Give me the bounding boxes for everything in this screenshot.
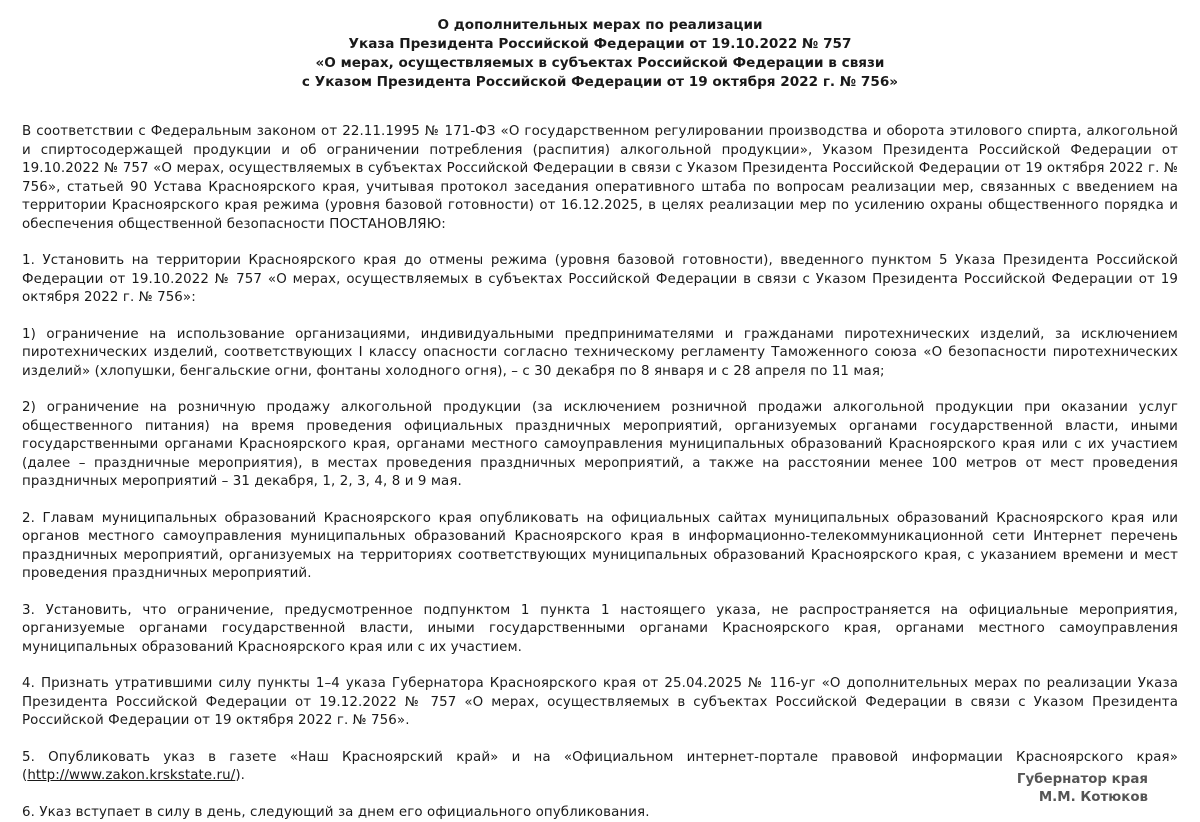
item-3-paragraph: 3. Установить, что ограничение, предусмотренное подпунктом 1 пункта 1 настоящего указа, не распространяется на официальные мероприятия, организуемые органами государственной власти, иными государственными органами Красноярского края, органами местного самоуправления муниципальных образований Красноярского края или с их участием.: [22, 602, 1178, 658]
title-line-4: с Указом Президента Российской Федерации от 19 октября 2022 г. № 756»: [22, 73, 1178, 92]
legal-portal-link[interactable]: http://www.zakon.krskstate.ru/: [27, 768, 235, 783]
signature-block: [1017, 771, 1148, 807]
document-title: [22, 16, 1178, 92]
document-body: [22, 123, 1178, 822]
signature-position: Губернатор края: [1017, 771, 1148, 789]
title-line-3: «О мерах, осуществляемых в субъектах Российской Федерации в связи: [22, 54, 1178, 73]
signature-name: М.М. Котюков: [1017, 789, 1148, 807]
item-1-paragraph: 1. Установить на территории Красноярского края до отмены режима (уровня базовой готовности), введенного пунктом 5 Указа Президента Российской Федерации от 19.10.2022 № 757 «О мерах, осуществляемых в субъектах Российской Федерации в связи с Указом Президента Российской Федерации от 19 октября 2022 г. № 756»:: [22, 252, 1178, 308]
item-5-tail: ).: [235, 768, 245, 783]
item-2-paragraph: 2. Главам муниципальных образований Красноярского края опубликовать на официальных сайтах муниципальных образований Красноярского края или органов местного самоуправления муниципальных образований Красноярского края в информационно-телекоммуникационной сети Интернет перечень праздничных мероприятий, организуемых на территориях соответствующих муниципальных образований Красноярского края, с указанием времени и мест проведения праздничных мероприятий.: [22, 510, 1178, 584]
item-6-paragraph: 6. Указ вступает в силу в день, следующий за днем его официального опубликования.: [22, 804, 1178, 822]
decree-document: [22, 16, 1178, 822]
title-line-2: Указа Президента Российской Федерации от 19.10.2022 № 757: [22, 35, 1178, 54]
item-5-paragraph: [22, 749, 1178, 786]
item-5-text: 5. Опубликовать указ в газете «Наш Красноярский край» и на «Официальном интернет-портале правовой информации Красноярского края» (: [22, 750, 1178, 784]
item-1-subitem-1-paragraph: 1) ограничение на использование организациями, индивидуальными предпринимателями и гражданами пиротехнических изделий, за исключением пиротехнических изделий, соответствующих I классу опасности согласно техническому регламенту Таможенного союза «О безопасности пиротехнических изделий» (хлопушки, бенгальские огни, фонтаны холодного огня), – с 30 декабря по 8 января и с 28 апреля по 11 мая;: [22, 326, 1178, 382]
preamble-paragraph: В соответствии с Федеральным законом от 22.11.1995 № 171-ФЗ «О государственном регулировании производства и оборота этилового спирта, алкогольной и спиртосодержащей продукции и об ограничении потребления (распития) алкогольной продукции», Указом Президента Российской Федерации от 19.10.2022 № 757 «О мерах, осуществляемых в субъектах Российской Федерации в связи с Указом Президента Российской Федерации от 19 октября 2022 г. № 756», статьей 90 Устава Красноярского края, учитывая протокол заседания оперативного штаба по вопросам реализации мер, связанных с введением на территории Красноярского края режима (уровня базовой готовности) от 16.12.2025, в целях реализации мер по усилению охраны общественного порядка и обеспечения общественной безопасности ПОСТАНОВЛЯЮ:: [22, 123, 1178, 234]
item-4-paragraph: 4. Признать утратившими силу пункты 1–4 указа Губернатора Красноярского края от 25.04.2025 № 116-уг «О дополнительных мерах по реализации Указа Президента Российской Федерации от 19.12.2022 № 757 «О мерах, осуществляемых в субъектах Российской Федерации в связи с Указом Президента Российской Федерации от 19 октября 2022 г. № 756».: [22, 675, 1178, 731]
item-1-subitem-2-paragraph: 2) ограничение на розничную продажу алкогольной продукции (за исключением розничной продажи алкогольной продукции при оказании услуг общественного питания) на время проведения официальных праздничных мероприятий, организуемых органами государственной власти, иными государственными органами Красноярского края, органами местного самоуправления муниципальных образований Красноярского края или с их участием (далее – праздничные мероприятия), в местах проведения праздничных мероприятий, а также на расстоянии менее 100 метров от мест проведения праздничных мероприятий – 31 декабря, 1, 2, 3, 4, 8 и 9 мая.: [22, 399, 1178, 492]
title-line-1: О дополнительных мерах по реализации: [22, 16, 1178, 35]
